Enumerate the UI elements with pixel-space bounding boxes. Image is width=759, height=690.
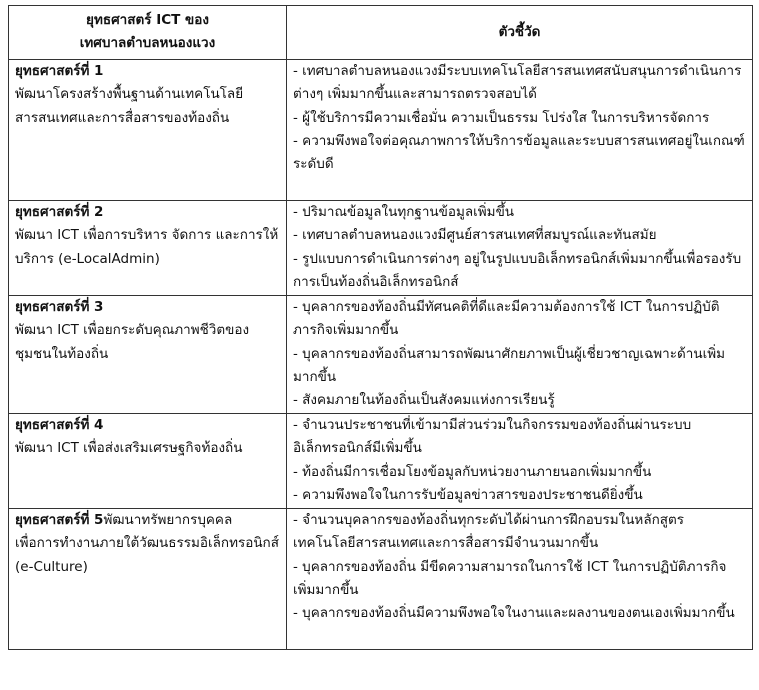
table-row [9, 413, 753, 508]
indicator-item: - จำนวนประชาชนที่เข้ามามีส่วนร่วมในกิจกรรมของท้องถิ่นผ่านระบบอิเล็กทรอนิกส์มีเพิ่มขึ้น [293, 416, 692, 457]
table-header-row [9, 6, 753, 60]
indicator-item: - ท้องถิ่นมีการเชื่อมโยงข้อมูลกับหน่วยงานภายนอกเพิ่มมากขึ้น [293, 463, 652, 480]
indicator-item: - บุคลากรของท้องถิ่น มีขีดความสามารถในการใช้ ICT ในการปฏิบัติภารกิจเพิ่มมากขึ้น [293, 558, 727, 599]
indicator-cell [287, 59, 753, 200]
indicator-item: - ปริมาณข้อมูลในทุกฐานข้อมูลเพิ่มขึ้น [293, 203, 515, 220]
indicator-cell [287, 413, 753, 508]
indicator-cell [287, 508, 753, 649]
strategy-cell [9, 508, 287, 649]
indicator-column-header: ตัวชี้วัด [287, 6, 753, 60]
table-row [9, 59, 753, 200]
indicator-cell [287, 200, 753, 295]
strategy-header-line-1: ยุทธศาสตร์ ICT ของ [86, 12, 209, 28]
indicator-item: - รูปแบบการดำเนินการต่างๆ อยู่ในรูปแบบอิเล็กทรอนิกส์เพิ่มมากขึ้นเพื่อรองรับการเป็นท้องถิ่นอิเล็กทรอนิกส์ [293, 250, 742, 291]
indicator-item: - เทศบาลตำบลหนองแวงมีระบบเทคโนโลยีสารสนเทศสนับสนุนการดำเนินการต่างๆ เพิ่มมากขึ้นและสามารถตรวจสอบได้ [293, 62, 742, 103]
strategy-title: ยุทธศาสตร์ที่ 5 [15, 511, 104, 528]
indicator-item: - บุคลากรของท้องถิ่นสามารถพัฒนาศักยภาพเป็นผู้เชี่ยวชาญเฉพาะด้านเพิ่มมากขึ้น [293, 345, 725, 386]
strategy-header-line-2: เทศบาลตำบลหนองแวง [79, 35, 216, 52]
strategy-description-inline: พัฒนาทรัพยากรบุคคล [103, 511, 233, 528]
table-row [9, 508, 753, 649]
table-row [9, 295, 753, 413]
indicator-cell [287, 295, 753, 413]
strategy-description: เพื่อการทำงานภายใต้วัฒนธรรมอิเล็กทรอนิกส์ (e-Culture) [15, 535, 279, 575]
strategy-cell [9, 59, 287, 200]
strategy-title: ยุทธศาสตร์ที่ 2 [15, 203, 104, 220]
indicator-item: - เทศบาลตำบลหนองแวงมีศูนย์สารสนเทศที่สมบูรณ์และทันสมัย [293, 227, 657, 244]
indicator-item: - ความพึงพอใจต่อคุณภาพการให้บริการข้อมูลและระบบสารสนเทศอยู่ในเกณฑ์ระดับดี [293, 133, 745, 173]
strategy-indicator-table [8, 5, 753, 650]
strategy-description: พัฒนา ICT เพื่อยกระดับคุณภาพชีวิตของชุมชนในท้องถิ่น [15, 322, 250, 362]
indicator-item: - ความพึงพอใจในการรับข้อมูลข่าวสารของประชาชนดียิ่งขึ้น [293, 487, 643, 504]
strategy-title: ยุทธศาสตร์ที่ 4 [15, 416, 104, 433]
table-row [9, 200, 753, 295]
strategy-title: ยุทธศาสตร์ที่ 3 [15, 298, 104, 315]
indicator-item: - ผู้ใช้บริการมีความเชื่อมั่น ความเป็นธรรม โปร่งใส ในการบริหารจัดการ [293, 109, 710, 126]
indicator-item: - จำนวนบุคลากรของท้องถิ่นทุกระดับได้ผ่านการฝึกอบรมในหลักสูตรเทคโนโลยีสารสนเทศและการสื่อสารมีจำนวนมากขึ้น [293, 511, 685, 552]
strategy-cell [9, 413, 287, 508]
strategy-title: ยุทธศาสตร์ที่ 1 [15, 62, 104, 79]
indicator-item: - บุคลากรของท้องถิ่นมีความพึงพอใจในงานและผลงานของตนเองเพิ่มมากขึ้น [293, 605, 735, 622]
strategy-column-header [9, 6, 287, 60]
strategy-cell [9, 295, 287, 413]
strategy-cell [9, 200, 287, 295]
indicator-item: - บุคลากรของท้องถิ่นมีทัศนคติที่ดีและมีความต้องการใช้ ICT ในการปฏิบัติภารกิจเพิ่มมากขึ้น [293, 298, 720, 339]
strategy-description: พัฒนา ICT เพื่อการบริหาร จัดการ และการให้บริการ (e-LocalAdmin) [15, 227, 279, 267]
strategy-description: พัฒนา ICT เพื่อส่งเสริมเศรษฐกิจท้องถิ่น [15, 440, 243, 457]
strategy-description: พัฒนาโครงสร้างพื้นฐานด้านเทคโนโลยีสารสนเทศและการสื่อสารของท้องถิ่น [15, 86, 244, 126]
indicator-item: - สังคมภายในท้องถิ่นเป็นสังคมแห่งการเรียนรู้ [293, 392, 555, 409]
